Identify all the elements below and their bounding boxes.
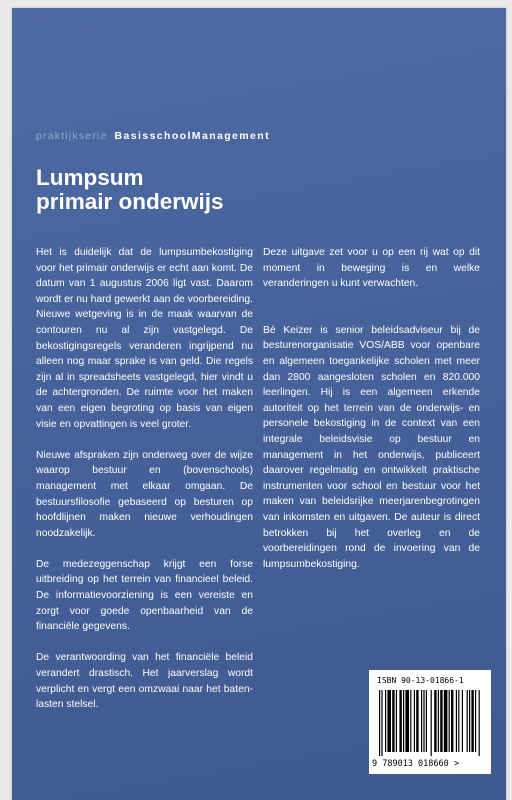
barcode-bar — [410, 690, 411, 752]
barcode-bar — [456, 690, 457, 752]
series-label — [36, 130, 270, 142]
barcode-panel — [369, 670, 491, 774]
right-paragraph: Deze uitgave zet voor u op een rij wat op dit moment in beweging is en welke veranderingen u kunt verwachten. — [263, 247, 480, 290]
barcode-bar — [451, 690, 453, 752]
barcode-bar — [414, 690, 415, 752]
left-paragraph: De medezeggenschap krijgt een forse uitbreiding op het terrein van financieel beleid. De informatievoorziening is een vereiste en zorgt voor goede openbaarheid van de financiële gegevens. — [36, 558, 253, 633]
barcode-bar — [421, 690, 422, 752]
ean-number: 9 789013 018660 > — [372, 759, 459, 769]
barcode-bar — [458, 690, 459, 752]
barcode-bar — [431, 690, 432, 756]
barcode-bar — [444, 690, 448, 752]
left-paragraph: Het is duidelijk dat de lumpsumbekostiging voor het primair onderwijs er echt aan komt. De datum van 1 augustus 2006 ligt vast. Daarom wordt er nu hard gewerkt aan de voorbereiding. Nieuwe wetgeving is in de maak waarvan de contouren nu al zijn vastgelegd. De bekostigingsregels veranderen ingrijpend nu alleen nog maar sprake is van geld. Die regels zijn al in spreadsheets vastgelegd, hier vindt u de achtergronden. De ruimte voor het maken van een eigen begroting op basis van eigen visie en opvattingen is veel groter. — [36, 247, 253, 430]
left-text-column — [36, 245, 253, 728]
barcode-bar — [440, 690, 442, 752]
barcode-bar — [399, 690, 401, 752]
barcode-bar — [405, 690, 409, 752]
series-prefix: praktijkserie — [36, 130, 108, 142]
barcode-bar — [471, 690, 473, 752]
barcode-image — [379, 690, 481, 756]
left-paragraph: De verantwoording van het financiële beleid verandert drastisch. Het jaarverslag wordt verplicht en vergt een omzwaai naar het baten-lasten stelsel. — [36, 652, 253, 711]
barcode-bar — [403, 690, 404, 752]
barcode-bar — [426, 690, 427, 752]
barcode-bar — [379, 690, 380, 756]
book-title-line-2: primair onderwijs — [36, 189, 224, 214]
series-name: BasisschoolManagement — [114, 130, 270, 142]
barcode-bar — [462, 690, 463, 752]
barcode-bar — [381, 690, 382, 756]
barcode-bar — [423, 690, 424, 752]
barcode-bar — [392, 690, 394, 752]
left-paragraph: Nieuwe afspraken zijn onderweg over de wijze waarop bestuur en (bovenschools) management met elkaar omgaan. De bestuursfilosofie gebaseerd op besturen op hoofdlijnen maken nieuwe verhoudingen noodzakelijk. — [36, 449, 253, 539]
barcode-bar — [469, 690, 470, 752]
book-back-cover — [12, 8, 506, 800]
barcode-bar — [387, 690, 391, 752]
barcode-bar — [438, 690, 439, 752]
barcode-bar — [416, 690, 418, 752]
right-text-column — [263, 245, 480, 588]
barcode-bar — [385, 690, 386, 752]
book-title-line-1: Lumpsum — [36, 165, 144, 190]
barcode-bar — [467, 690, 468, 752]
barcode-bar — [479, 690, 480, 756]
barcode-bar — [396, 690, 397, 752]
book-title — [36, 166, 224, 214]
barcode-bar — [434, 690, 436, 752]
barcode-bar — [475, 690, 476, 752]
isbn-label: ISBN 90-13-01866-1 — [377, 676, 464, 685]
barcode-bar — [449, 690, 450, 752]
author-bio-paragraph: Bé Keizer is senior beleidsadviseur bij de besturenorganisatie VOS/ABB voor openbare en algemeen toegankelijke scholen met meer dan 2800 aangesloten scholen en 820.000 leerlingen. Hij is een algemeen erkende autoriteit op het terrein van de onderwijs- en personele bekostiging in de context van een integrale beleidsvisie op bestuur en management in het onderwijs, publiceert daarover regelmatig en ontwikkelt praktische instrumenten voor school en bestuur voor het maken van beleidsrijke meerjarenbegrotingen van inkomsten en uitgaven. De auteur is direct betrokken bij het overleg en de voorbereidingen rond de invoering van de lumpsumbekostiging. — [263, 324, 480, 570]
